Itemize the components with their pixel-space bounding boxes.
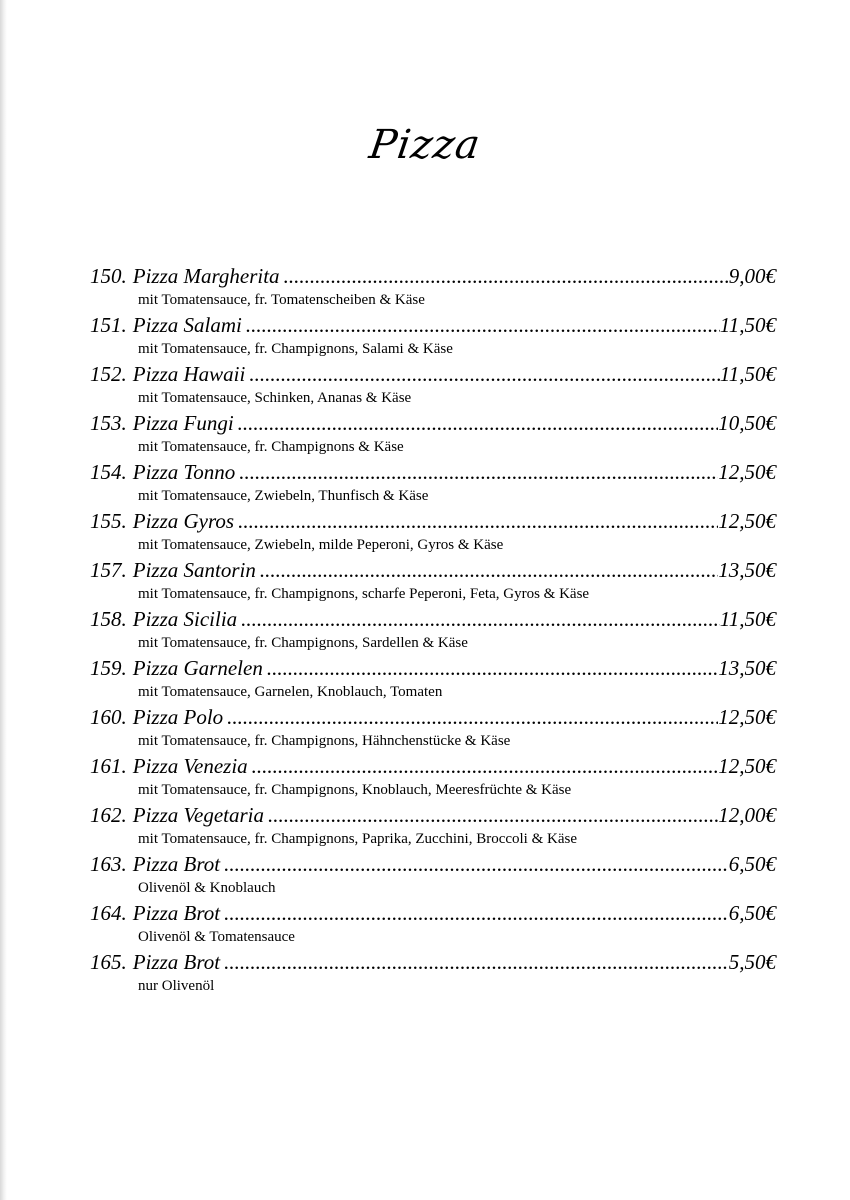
item-name: Pizza Garnelen — [132, 656, 263, 680]
item-price: 6,50€ — [728, 852, 776, 876]
item-number: 157. — [90, 558, 127, 582]
menu-item — [90, 311, 776, 360]
item-name: Pizza Margherita — [132, 264, 280, 288]
item-description: Olivenöl & Tomatensauce — [138, 929, 295, 945]
dot-leader — [227, 703, 718, 732]
dot-leader — [268, 801, 718, 830]
item-description: mit Tomatensauce, fr. Champignons, Hähnchenstücke & Käse — [138, 733, 511, 749]
item-name: Pizza Brot — [132, 950, 221, 974]
page-title: Pizza — [366, 122, 484, 168]
menu-item — [90, 948, 776, 997]
item-price: 12,00€ — [718, 803, 776, 827]
dot-leader — [224, 899, 729, 928]
dot-leader — [246, 311, 720, 340]
menu-item-line — [90, 752, 776, 781]
item-description: mit Tomatensauce, fr. Champignons, Paprika, Zucchini, Broccoli & Käse — [138, 831, 577, 847]
item-name: Pizza Brot — [132, 852, 221, 876]
item-number: 162. — [90, 803, 127, 827]
menu-item-line — [90, 948, 776, 977]
menu-item-line — [90, 850, 776, 879]
menu-item — [90, 507, 776, 556]
item-name: Pizza Vegetaria — [132, 803, 264, 827]
item-price: 13,50€ — [718, 558, 776, 582]
item-description: mit Tomatensauce, Schinken, Ananas & Käse — [138, 390, 412, 406]
dot-leader — [238, 507, 718, 536]
menu-item — [90, 360, 776, 409]
item-description: nur Olivenöl — [138, 978, 215, 994]
menu-item-line — [90, 458, 776, 487]
menu-item-line — [90, 556, 776, 585]
item-description: mit Tomatensauce, Zwiebeln, Thunfisch & Käse — [138, 488, 429, 504]
item-price: 11,50€ — [719, 607, 776, 631]
item-price: 11,50€ — [719, 362, 776, 386]
item-description: mit Tomatensauce, fr. Tomatenscheiben & Käse — [138, 292, 425, 308]
item-name: Pizza Venezia — [132, 754, 248, 778]
menu-item-line — [90, 801, 776, 830]
menu-item-line — [90, 703, 776, 732]
item-number: 159. — [90, 656, 127, 680]
item-description: mit Tomatensauce, fr. Champignons, Sardellen & Käse — [138, 635, 468, 651]
item-price: 5,50€ — [728, 950, 776, 974]
menu-item-line — [90, 409, 776, 438]
item-price: 12,50€ — [718, 509, 776, 533]
item-name: Pizza Hawaii — [132, 362, 246, 386]
menu-list — [90, 262, 776, 997]
item-price: 9,00€ — [728, 264, 776, 288]
item-number: 153. — [90, 411, 127, 435]
dot-leader — [224, 948, 729, 977]
item-name: Pizza Salami — [132, 313, 242, 337]
dot-leader — [239, 458, 718, 487]
item-number: 150. — [90, 264, 127, 288]
menu-item — [90, 262, 776, 311]
item-number: 151. — [90, 313, 127, 337]
item-name: Pizza Brot — [132, 901, 221, 925]
item-description: mit Tomatensauce, fr. Champignons, scharfe Peperoni, Feta, Gyros & Käse — [138, 586, 590, 602]
menu-item-line — [90, 899, 776, 928]
item-price: 6,50€ — [728, 901, 776, 925]
menu-item — [90, 752, 776, 801]
menu-item-line — [90, 311, 776, 340]
menu-item-line — [90, 360, 776, 389]
item-description: mit Tomatensauce, Zwiebeln, milde Peperoni, Gyros & Käse — [138, 537, 504, 553]
item-name: Pizza Gyros — [132, 509, 235, 533]
item-number: 164. — [90, 901, 127, 925]
item-name: Pizza Santorin — [132, 558, 256, 582]
menu-item — [90, 703, 776, 752]
menu-item-line — [90, 507, 776, 536]
item-price: 11,50€ — [719, 313, 776, 337]
item-price: 12,50€ — [718, 754, 776, 778]
item-number: 160. — [90, 705, 127, 729]
item-description: Olivenöl & Knoblauch — [138, 880, 276, 896]
menu-item-line — [90, 262, 776, 291]
item-price: 13,50€ — [718, 656, 776, 680]
item-number: 161. — [90, 754, 127, 778]
menu-item-line — [90, 654, 776, 683]
item-number: 163. — [90, 852, 127, 876]
item-number: 155. — [90, 509, 127, 533]
dot-leader — [284, 262, 729, 291]
page-edge-shadow — [0, 0, 7, 1200]
menu-item — [90, 801, 776, 850]
item-price: 12,50€ — [718, 705, 776, 729]
menu-item — [90, 899, 776, 948]
item-description: mit Tomatensauce, Garnelen, Knoblauch, Tomaten — [138, 684, 443, 700]
menu-item — [90, 556, 776, 605]
item-number: 152. — [90, 362, 127, 386]
dot-leader — [241, 605, 720, 634]
item-name: Pizza Tonno — [132, 460, 236, 484]
menu-item — [90, 458, 776, 507]
dot-leader — [224, 850, 729, 879]
item-name: Pizza Polo — [132, 705, 224, 729]
menu-item — [90, 850, 776, 899]
dot-leader — [249, 360, 719, 389]
item-description: mit Tomatensauce, fr. Champignons, Knoblauch, Meeresfrüchte & Käse — [138, 782, 572, 798]
dot-leader — [260, 556, 718, 585]
item-description: mit Tomatensauce, fr. Champignons & Käse — [138, 439, 404, 455]
menu-item — [90, 409, 776, 458]
menu-item — [90, 605, 776, 654]
item-number: 165. — [90, 950, 127, 974]
item-number: 158. — [90, 607, 127, 631]
menu-item-line — [90, 605, 776, 634]
item-name: Pizza Fungi — [132, 411, 234, 435]
menu-item — [90, 654, 776, 703]
dot-leader — [267, 654, 718, 683]
item-price: 10,50€ — [718, 411, 776, 435]
item-name: Pizza Sicilia — [132, 607, 238, 631]
item-number: 154. — [90, 460, 127, 484]
dot-leader — [238, 409, 719, 438]
dot-leader — [252, 752, 719, 781]
item-description: mit Tomatensauce, fr. Champignons, Salami & Käse — [138, 341, 453, 357]
item-price: 12,50€ — [718, 460, 776, 484]
